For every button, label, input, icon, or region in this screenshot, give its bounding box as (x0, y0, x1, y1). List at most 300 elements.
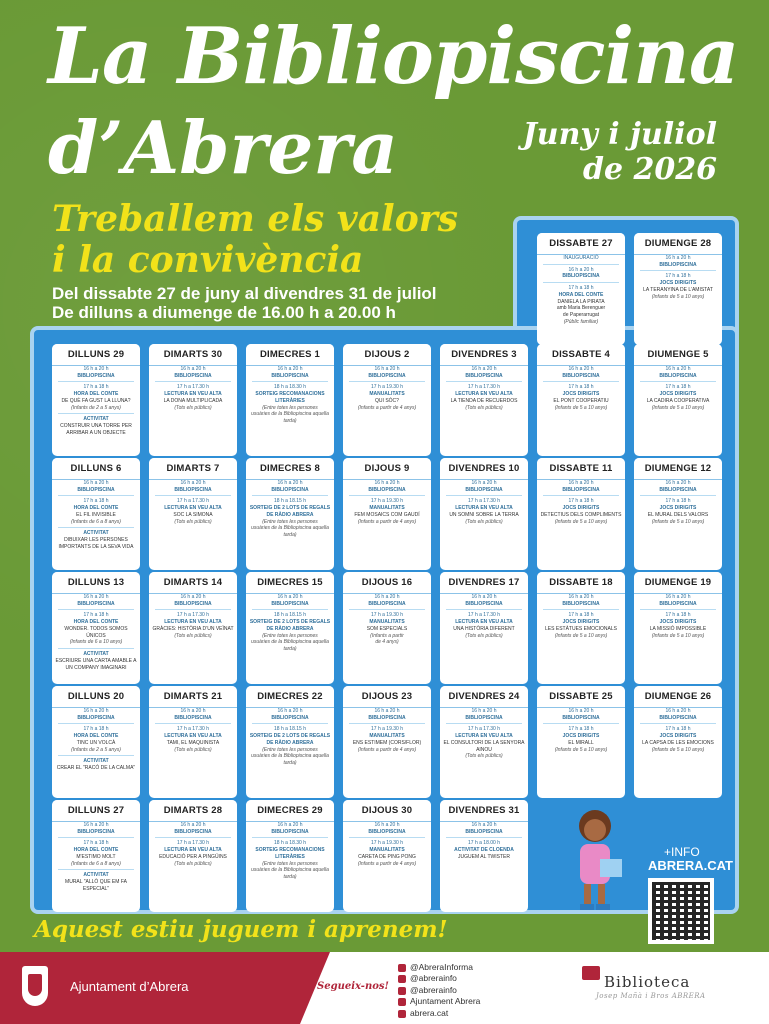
slogan: Aquest estiu juguem i aprenem! (34, 916, 448, 943)
card-line: 17 h a 18 h (665, 273, 691, 280)
card-divider (58, 495, 134, 496)
day-card-title: DISSABTE 25 (537, 686, 625, 708)
day-card-title: DIMECRES 22 (246, 686, 334, 708)
card-line: 17 h a 18 h (83, 498, 109, 505)
card-line: usuàries de la Bibliopiscina aquella (251, 411, 329, 418)
card-line: MANUALITATS (369, 505, 405, 512)
card-line: (Públic familiar) (563, 318, 599, 325)
card-line: SORTEIG RECOMANACIONS (255, 847, 325, 854)
card-line: BIBLIOPISCINA (174, 486, 212, 493)
card-line: BIBLIOPISCINA (465, 828, 503, 835)
facebook-icon (398, 987, 406, 995)
card-line: BIBLIOPISCINA (77, 486, 115, 493)
card-line: MANUALITATS (369, 619, 405, 626)
card-line: BIBLIOPISCINA (368, 714, 406, 721)
card-divider (58, 648, 134, 649)
day-card-title: DIMECRES 29 (246, 800, 334, 822)
day-card (149, 800, 237, 912)
day-card (52, 344, 140, 456)
day-card (537, 458, 625, 570)
card-line: (Entre totes les persones (262, 404, 318, 411)
card-line: (Infants de 5 a 10 anys) (651, 404, 705, 411)
card-line: 16 h a 20 h (374, 479, 400, 486)
card-line: 16 h a 20 h (83, 479, 109, 486)
card-line: 16 h a 20 h (665, 593, 691, 600)
card-divider (543, 282, 619, 283)
card-line: MURAL "ALLÒ QUE EM FA (65, 879, 127, 886)
card-line: BIBLIOPISCINA (368, 372, 406, 379)
card-line: 16 h a 20 h (665, 254, 691, 261)
card-line: LECTURA EN VEU ALTA (455, 391, 513, 398)
card-line: 16 h a 20 h (277, 821, 303, 828)
card-line: UN COMPANY IMAGINARI (65, 664, 127, 671)
day-card (537, 686, 625, 798)
card-line: 16 h a 20 h (471, 479, 497, 486)
day-card (246, 686, 334, 798)
dates-line-1: Juny i juliol (522, 117, 717, 152)
day-card-title: DIUMENGE 28 (634, 233, 722, 255)
card-line: HORA DEL CONTE (558, 291, 604, 298)
card-divider (58, 755, 134, 756)
card-line: (Infants a partir de 4 anys) (357, 404, 417, 411)
card-line: (Tots els públics) (174, 632, 212, 639)
card-line: (Infants a partir de 4 anys) (357, 860, 417, 867)
card-line: BIBLIOPISCINA (659, 372, 697, 379)
day-card-title: DIMARTS 14 (149, 572, 237, 594)
card-line: QUI SÓC? (375, 397, 399, 404)
card-divider (543, 381, 619, 382)
card-line: de Paperarrugat (562, 312, 600, 319)
card-line: BIBLIOPISCINA (174, 828, 212, 835)
day-card (440, 800, 528, 912)
day-card (440, 458, 528, 570)
card-line: LECTURA EN VEU ALTA (455, 733, 513, 740)
card-line: (Tots els públics) (465, 632, 503, 639)
card-line: BIBLIOPISCINA (271, 372, 309, 379)
card-line: 17 h a 18 h (83, 726, 109, 733)
card-divider (446, 609, 522, 610)
card-line: 16 h a 20 h (277, 479, 303, 486)
card-line: 16 h a 20 h (471, 707, 497, 714)
info-site-link[interactable]: ABRERA.CAT (648, 858, 733, 873)
card-divider (58, 723, 134, 724)
card-line: EL MIRALL (568, 739, 594, 746)
card-line: ACTIVITAT (83, 651, 109, 658)
day-card (52, 686, 140, 798)
card-line: LECTURA EN VEU ALTA (164, 391, 222, 398)
card-line: EL MURAL DELS VALORS (647, 511, 709, 518)
title-line-1: La Bibliopiscina (48, 11, 739, 102)
card-line: EL FIL INVISIBLE (76, 511, 116, 518)
qr-code[interactable] (648, 878, 714, 944)
card-line: de 4 anys) (375, 639, 399, 646)
card-line: 17 h a 17.30 h (468, 726, 500, 733)
day-card-title: DISSABTE 4 (537, 344, 625, 366)
card-line: BIBLIOPISCINA (368, 486, 406, 493)
card-divider (543, 264, 619, 265)
day-card (634, 233, 722, 345)
card-line: (Entre totes les persones (262, 518, 318, 525)
card-divider (58, 609, 134, 610)
card-line: 16 h a 20 h (374, 707, 400, 714)
card-line: UNA HISTÒRIA DIFERENT (453, 625, 515, 632)
card-line: 16 h a 20 h (180, 365, 206, 372)
subtitle-line-2: i la convivència (52, 239, 364, 281)
card-line: LES ESTÀTUES EMOCIONALS (545, 625, 617, 632)
day-card (634, 686, 722, 798)
day-card-title: DIMECRES 15 (246, 572, 334, 594)
card-line: tarda) (283, 760, 297, 767)
card-line: CARETA DE PING PONG (358, 853, 416, 860)
card-divider (446, 495, 522, 496)
day-card-title: DIVENDRES 3 (440, 344, 528, 366)
card-line: CREAR EL "RACÓ DE LA CALMA" (56, 765, 136, 772)
day-card-title: DIMARTS 28 (149, 800, 237, 822)
card-divider (155, 381, 231, 382)
day-card (246, 344, 334, 456)
day-card (634, 458, 722, 570)
card-line: 16 h a 20 h (568, 479, 594, 486)
card-line: EL PONT COOPERATIU (553, 397, 609, 404)
card-line: HORA DEL CONTE (73, 619, 119, 626)
card-line: BIBLIOPISCINA (368, 600, 406, 607)
card-line: HORA DEL CONTE (73, 391, 119, 398)
card-line: BIBLIOPISCINA (465, 372, 503, 379)
card-line: JOCS DIRIGITS (659, 505, 697, 512)
title-line-2: d’Abrera (48, 105, 398, 190)
card-line: 16 h a 20 h (568, 365, 594, 372)
card-divider (446, 723, 522, 724)
day-card (149, 344, 237, 456)
day-card-title: DIUMENGE 26 (634, 686, 722, 708)
card-line: 16 h a 20 h (374, 821, 400, 828)
card-line: BIBLIOPISCINA (562, 714, 600, 721)
card-line: BIBLIOPISCINA (562, 372, 600, 379)
card-line: 16 h a 20 h (665, 479, 691, 486)
day-card (440, 572, 528, 684)
day-card-title: DIJOUS 30 (343, 800, 431, 822)
card-line: (Infants de 5 a 10 anys) (651, 293, 705, 300)
card-line: BIBLIOPISCINA (77, 714, 115, 721)
card-line: ACTIVITAT (83, 416, 109, 423)
card-line: 16 h a 20 h (471, 593, 497, 600)
card-line: BIBLIOPISCINA (368, 828, 406, 835)
card-line: (Infants a partir de 4 anys) (357, 518, 417, 525)
card-line: 16 h a 20 h (471, 821, 497, 828)
card-line: ARRIBAR A UN OBJECTE (66, 429, 126, 436)
card-line: 17 h a 18 h (83, 612, 109, 619)
card-line: BIBLIOPISCINA (659, 486, 697, 493)
card-line: 16 h a 20 h (665, 365, 691, 372)
card-line: JOCS DIRIGITS (562, 391, 600, 398)
card-line: BIBLIOPISCINA (271, 486, 309, 493)
social-item[interactable]: @abrerainfo (398, 973, 480, 984)
card-line: LITERÀRIES (275, 397, 305, 404)
card-line: 17 h a 17.30 h (177, 498, 209, 505)
card-divider (58, 837, 134, 838)
day-card-title: DIJOUS 16 (343, 572, 431, 594)
day-card (440, 344, 528, 456)
card-divider (349, 723, 425, 724)
card-line: BIBLIOPISCINA (77, 600, 115, 607)
card-line: (Infants a partir de 4 anys) (357, 746, 417, 753)
card-line: HORA DEL CONTE (73, 733, 119, 740)
card-line: 16 h a 20 h (180, 479, 206, 486)
card-line: ACTIVITAT (83, 872, 109, 879)
card-line: 18 h a 18.15 h (274, 612, 306, 619)
card-line: (Tots els públics) (465, 404, 503, 411)
day-card (149, 686, 237, 798)
day-card-title: DISSABTE 11 (537, 458, 625, 480)
web-icon (398, 1010, 406, 1018)
card-divider (640, 381, 716, 382)
follow-us: Segueix-nos! (317, 981, 389, 992)
day-card-title: DIMECRES 1 (246, 344, 334, 366)
day-card (634, 344, 722, 456)
card-line: BIBLIOPISCINA (465, 600, 503, 607)
card-divider (640, 495, 716, 496)
card-line: 17 h a 18 h (83, 384, 109, 391)
card-line: LECTURA EN VEU ALTA (164, 847, 222, 854)
card-line: 16 h a 20 h (83, 707, 109, 714)
day-card-title: DIMARTS 30 (149, 344, 237, 366)
card-line: 16 h a 20 h (568, 593, 594, 600)
card-line: SORTEIG DE 2 LOTS DE REGALS (249, 505, 331, 512)
card-line: LA TERANYINA DE L’AMISTAT (643, 286, 713, 293)
card-line: IMPORTANTS DE LA SEVA VIDA (58, 543, 134, 550)
day-card (537, 344, 625, 456)
day-card (343, 572, 431, 684)
card-divider (58, 413, 134, 414)
day-card-title: DILLUNS 6 (52, 458, 140, 480)
card-line: JOCS DIRIGITS (659, 619, 697, 626)
card-line: ENS ESTIMEM (CORS/FLOR) (352, 739, 422, 746)
social-item[interactable]: @abrerainfo (398, 985, 480, 996)
card-line: DIBUIXAR LES PERSONES (64, 537, 128, 544)
day-card (246, 800, 334, 912)
card-line: usuàries de la Bibliopiscina aquella (251, 525, 329, 532)
card-divider (349, 381, 425, 382)
card-line: 17 h a 18 h (665, 498, 691, 505)
card-line: SOM ESPECIALS (366, 625, 408, 632)
card-line: MANUALITATS (369, 733, 405, 740)
day-card (634, 572, 722, 684)
card-line: 17 h a 18 h (568, 498, 594, 505)
card-line: BIBLIOPISCINA (271, 714, 309, 721)
card-line: JOCS DIRIGITS (659, 733, 697, 740)
card-line: tarda) (283, 418, 297, 425)
card-line: DE RÀDIO ABRERA (266, 625, 314, 632)
dates (523, 118, 717, 187)
card-line: (Entre totes les persones (262, 746, 318, 753)
card-divider (543, 495, 619, 496)
card-line: (Tots els públics) (465, 518, 503, 525)
card-divider (58, 381, 134, 382)
card-line: LA MISSIÓ IMPOSSIBLE (649, 625, 707, 632)
card-divider (252, 381, 328, 382)
card-line: 16 h a 20 h (568, 266, 594, 273)
card-line: CONSTRUIR UNA TORRE PER (60, 423, 132, 430)
card-line: JUGUEM AL TWISTER (458, 853, 510, 860)
card-line: 16 h a 20 h (277, 593, 303, 600)
card-line: 16 h a 20 h (471, 365, 497, 372)
social-item[interactable]: @AbreraInforma (398, 962, 480, 973)
card-line: BIBLIOPISCINA (77, 372, 115, 379)
card-line: BIBLIOPISCINA (77, 828, 115, 835)
card-line: AINOU (476, 746, 492, 753)
card-divider (349, 837, 425, 838)
card-divider (349, 495, 425, 496)
card-line: ESPECIAL" (82, 885, 110, 892)
card-line: SORTEIG DE 2 LOTS DE REGALS (249, 619, 331, 626)
card-line: (Infants de 5 a 10 anys) (554, 404, 608, 411)
card-line: DE QUÈ FA GUST LA LLUNA? (61, 397, 131, 404)
day-card-title: DIVENDRES 17 (440, 572, 528, 594)
card-line: BIBLIOPISCINA (174, 600, 212, 607)
card-line: BIBLIOPISCINA (271, 828, 309, 835)
card-line: SORTEIG DE 2 LOTS DE REGALS (249, 733, 331, 740)
card-line: (Infants de 2 a 5 anys) (71, 404, 121, 411)
day-card (52, 572, 140, 684)
card-line: 17 h a 17.30 h (468, 384, 500, 391)
day-card (52, 800, 140, 912)
card-line: ACTIVITAT (83, 530, 109, 537)
card-line: TAMI, EL MAQUINISTA (166, 739, 220, 746)
twitter-icon (398, 964, 406, 972)
day-card (537, 233, 625, 345)
social-item[interactable]: abrera.cat (398, 1008, 480, 1019)
subtitle-line-1: Treballem els valors (52, 198, 458, 240)
card-line: 17 h a 18 h (665, 612, 691, 619)
card-line: 16 h a 20 h (374, 593, 400, 600)
card-line: BIBLIOPISCINA (659, 600, 697, 607)
card-line: LA TIENDA DE RECUERDOS (450, 397, 518, 404)
card-line: 18 h a 18.30 h (274, 840, 306, 847)
social-item[interactable]: Ajuntament Abrera (398, 996, 480, 1007)
day-card (246, 458, 334, 570)
card-line: (Infants a partir (370, 632, 404, 639)
card-line: 17 h a 19.30 h (371, 840, 403, 847)
card-line: (Infants de 5 a 10 anys) (651, 746, 705, 753)
instagram-icon (398, 975, 406, 983)
card-line: SOC LA SIMONA (173, 511, 213, 518)
card-divider (155, 837, 231, 838)
card-line: 16 h a 20 h (180, 593, 206, 600)
card-line: SORTEIG RECOMANACIONS (255, 391, 325, 398)
card-line: 17 h a 17.30 h (177, 612, 209, 619)
card-divider (543, 609, 619, 610)
card-line: 16 h a 20 h (374, 365, 400, 372)
card-divider (155, 723, 231, 724)
card-line: 17 h a 18.00 h (468, 840, 500, 847)
card-line: ESCRIURE UNA CARTA AMABLE A (55, 657, 137, 664)
card-line: (Tots els públics) (174, 518, 212, 525)
girl-reading-illustration (560, 804, 630, 914)
card-line: (Infants de 2 a 5 anys) (71, 746, 121, 753)
card-line: LECTURA EN VEU ALTA (455, 505, 513, 512)
day-card (537, 572, 625, 684)
card-line: MANUALITATS (369, 391, 405, 398)
day-card (149, 458, 237, 570)
day-card-title: DIMARTS 21 (149, 686, 237, 708)
card-line: DANIELA LA PIRATA (557, 298, 605, 305)
card-line: (Infants de 5 a 10 anys) (554, 632, 608, 639)
card-line: 16 h a 20 h (568, 707, 594, 714)
card-line: tarda) (283, 874, 297, 881)
library-subname: Josep Mañà i Bros ABRERA (596, 992, 706, 1000)
card-line: usuàries de la Bibliopiscina aquella (251, 639, 329, 646)
card-line: JOCS DIRIGITS (659, 280, 697, 287)
day-card (343, 686, 431, 798)
card-line: 16 h a 20 h (180, 707, 206, 714)
card-line: tarda) (283, 532, 297, 539)
card-line: 17 h a 19.30 h (371, 726, 403, 733)
day-card-title: DIVENDRES 31 (440, 800, 528, 822)
card-line: JOCS DIRIGITS (659, 391, 697, 398)
card-line: LITERÀRIES (275, 853, 305, 860)
card-divider (252, 723, 328, 724)
day-card (149, 572, 237, 684)
card-line: 17 h a 19.30 h (371, 384, 403, 391)
card-line: (Entre totes les persones (262, 860, 318, 867)
card-line: DETECTIUS DELS COMPLIMENTS (540, 511, 622, 518)
card-line: 16 h a 20 h (180, 821, 206, 828)
card-line: BIBLIOPISCINA (562, 273, 600, 280)
card-divider (252, 609, 328, 610)
card-line: 17 h a 17.30 h (177, 840, 209, 847)
card-line: LA DONA MULTIPLICADA (163, 397, 223, 404)
hours: De dilluns a diumenge de 16.00 h a 20.00 h (52, 303, 396, 322)
card-line: DE RÀDIO ABRERA (266, 739, 314, 746)
day-card (343, 458, 431, 570)
card-line: (Tots els públics) (465, 753, 503, 760)
card-line: 17 h a 17.30 h (177, 384, 209, 391)
day-card (343, 800, 431, 912)
card-line: 16 h a 20 h (83, 821, 109, 828)
library-name: Biblioteca (604, 973, 691, 991)
card-line: GRÀCIES: HISTÒRIA D’UN VEÏNAT (152, 625, 234, 632)
card-divider (155, 495, 231, 496)
card-line: HORA DEL CONTE (73, 505, 119, 512)
card-line: BIBLIOPISCINA (659, 261, 697, 268)
card-line: 17 h a 18 h (665, 726, 691, 733)
date-range: Del dissabte 27 de juny al divendres 31 de juliol (52, 284, 437, 303)
card-line: 17 h a 18 h (568, 726, 594, 733)
card-line: 16 h a 20 h (277, 707, 303, 714)
card-line: MANUALITATS (369, 847, 405, 854)
day-card (246, 572, 334, 684)
day-card-title: DIVENDRES 24 (440, 686, 528, 708)
card-line: 17 h a 19.30 h (371, 498, 403, 505)
card-line: ACTIVITAT (83, 758, 109, 765)
card-line: (Tots els públics) (174, 860, 212, 867)
card-divider (640, 270, 716, 271)
card-divider (543, 723, 619, 724)
day-card-title: DIUMENGE 5 (634, 344, 722, 366)
card-line: UN SOMNI SOBRE LA TERRA (449, 511, 519, 518)
card-line: 16 h a 20 h (83, 365, 109, 372)
card-line: 18 h a 18.30 h (274, 384, 306, 391)
card-line: FEM MOSAICS COM GAUDÍ (354, 511, 420, 518)
card-line: 17 h a 18 h (83, 840, 109, 847)
card-line: LECTURA EN VEU ALTA (164, 619, 222, 626)
day-card (440, 686, 528, 798)
card-line: LA CADIRA COOPERATIVA (646, 397, 710, 404)
card-line: (Infants de 6 a 10 anys) (69, 639, 123, 646)
library-book-icon (582, 966, 600, 980)
day-card-title: DIJOUS 2 (343, 344, 431, 366)
ajuntament-name: Ajuntament d’Abrera (70, 979, 189, 994)
